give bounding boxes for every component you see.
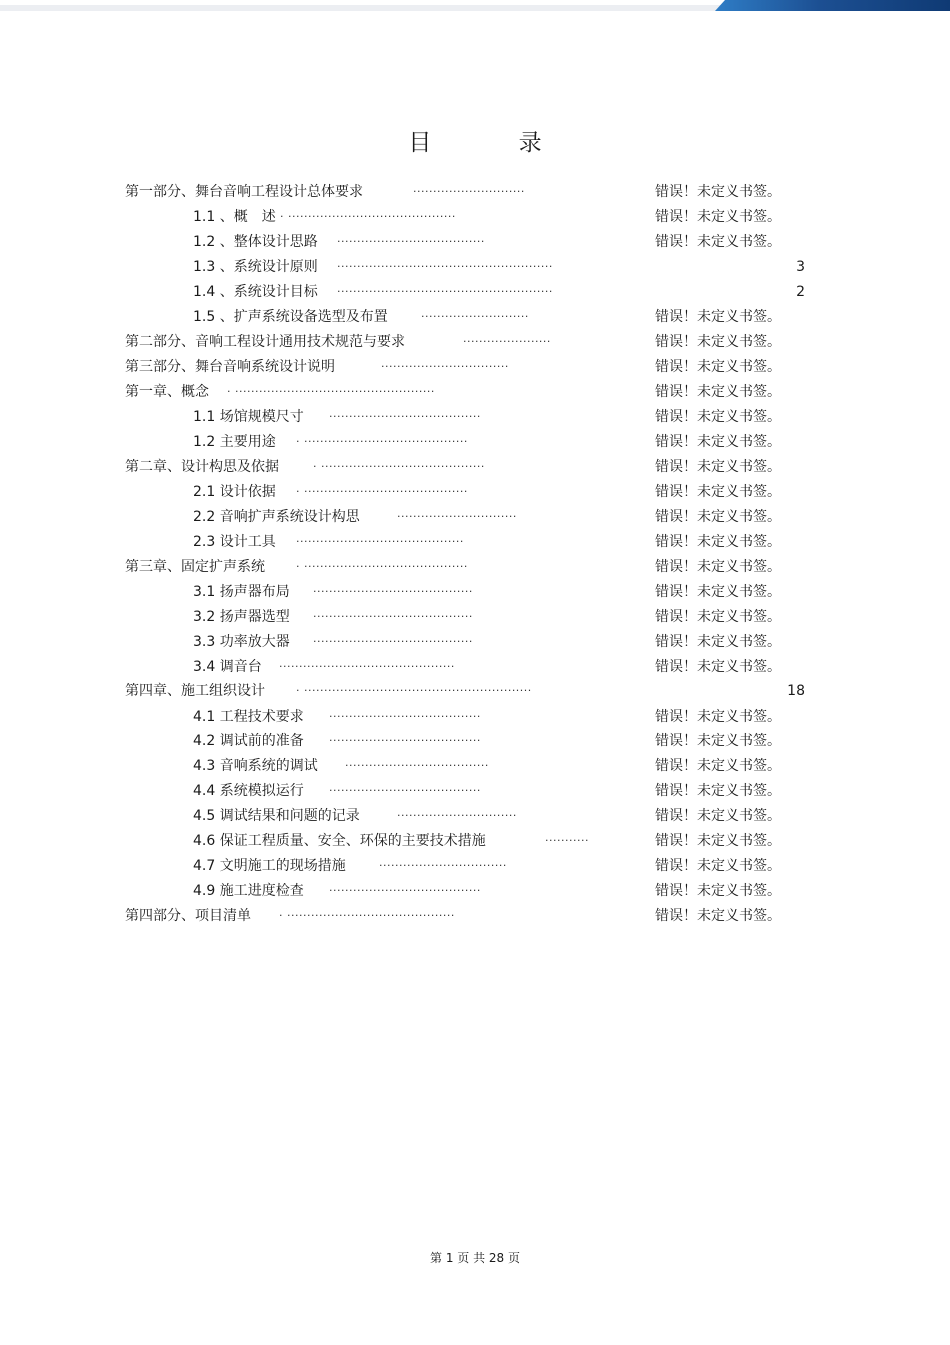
toc-entry-label: 4.7 文明施工的现场措施 <box>193 858 346 874</box>
toc-entry[interactable] <box>0 830 950 852</box>
toc-entry[interactable] <box>0 730 950 752</box>
toc-entry-label: 2.1 设计依据 <box>193 484 276 500</box>
toc-entry-leader-dots: . ......................................... <box>296 482 468 495</box>
toc-entry-leader-dots: ........... <box>545 831 589 844</box>
toc-entry-leader-dots: ...................................................... <box>337 282 553 295</box>
toc-entry-page: 错误！未定义书签。 <box>655 559 781 575</box>
toc-entry[interactable] <box>0 805 950 827</box>
toc-entry-leader-dots: ...................................... <box>329 731 481 744</box>
toc-entry-label: 第一部分、舞台音响工程设计总体要求 <box>125 184 363 200</box>
toc-entry[interactable] <box>0 905 950 927</box>
page-footer: 第 1 页 共 28 页 <box>430 1251 520 1265</box>
toc-entry-label: 3.4 调音台 <box>193 659 262 675</box>
toc-entry-leader-dots: . .................................................. <box>227 382 435 395</box>
toc-entry[interactable] <box>0 181 950 203</box>
toc-entry-page: 错误！未定义书签。 <box>655 908 781 924</box>
toc-entry[interactable] <box>0 206 950 228</box>
toc-entry-page: 错误！未定义书签。 <box>655 733 781 749</box>
toc-entry[interactable] <box>0 755 950 777</box>
toc-entry-page: 错误！未定义书签。 <box>655 534 781 550</box>
toc-entry-leader-dots: ...................................... <box>329 407 481 420</box>
toc-entry[interactable] <box>0 356 950 378</box>
toc-entry[interactable] <box>0 306 950 328</box>
toc-entry-label: 1.2 、整体设计思路 <box>193 234 318 250</box>
header-accent-bar <box>715 0 950 11</box>
toc-entry-leader-dots: .............................. <box>397 507 517 520</box>
toc-entry-page: 错误！未定义书签。 <box>655 609 781 625</box>
toc-entry[interactable] <box>0 506 950 528</box>
toc-entry-page: 错误！未定义书签。 <box>655 634 781 650</box>
toc-entry-leader-dots: ........................................ <box>313 582 473 595</box>
toc-entry-label: 第四章、施工组织设计 <box>125 683 265 699</box>
toc-entry-label: 3.2 扬声器选型 <box>193 609 290 625</box>
toc-entry-label: 4.9 施工进度检查 <box>193 883 304 899</box>
toc-entry-page: 错误！未定义书签。 <box>655 484 781 500</box>
toc-entry-label: 第三章、固定扩声系统 <box>125 559 265 575</box>
toc-entry[interactable] <box>0 606 950 628</box>
toc-entry-page: 2 <box>796 284 805 300</box>
toc-entry-page: 错误！未定义书签。 <box>655 808 781 824</box>
toc-entry[interactable] <box>0 880 950 902</box>
toc-entry-leader-dots: ...................................................... <box>337 257 553 270</box>
toc-entry-label: 3.3 功率放大器 <box>193 634 290 650</box>
toc-entry[interactable] <box>0 706 950 728</box>
toc-entry[interactable] <box>0 581 950 603</box>
toc-entry-page: 错误！未定义书签。 <box>655 234 781 250</box>
toc-entry-page: 错误！未定义书签。 <box>655 209 781 225</box>
toc-entry[interactable] <box>0 431 950 453</box>
toc-entry-leader-dots: . .......................................... <box>279 906 455 919</box>
toc-entry-label: 4.3 音响系统的调试 <box>193 758 318 774</box>
toc-entry[interactable] <box>0 281 950 303</box>
toc-entry-label: 1.1 、概 述 <box>193 209 276 225</box>
toc-entry-page: 错误！未定义书签。 <box>655 883 781 899</box>
toc-entry-page: 错误！未定义书签。 <box>655 409 781 425</box>
toc-entry-label: 4.5 调试结果和问题的记录 <box>193 808 360 824</box>
toc-entry-label: 第三部分、舞台音响系统设计说明 <box>125 359 335 375</box>
toc-entry-leader-dots: ...................................... <box>329 707 481 720</box>
toc-entry-leader-dots: ...................................... <box>329 781 481 794</box>
toc-entry-leader-dots: . ......................................... <box>296 432 468 445</box>
toc-entry-leader-dots: ........................................ <box>313 632 473 645</box>
toc-entry-label: 第四部分、项目清单 <box>125 908 251 924</box>
toc-entry-leader-dots: . ......................................................... <box>296 681 532 694</box>
toc-entry-page: 错误！未定义书签。 <box>655 783 781 799</box>
toc-entry-leader-dots: .................................... <box>345 756 489 769</box>
toc-entry[interactable] <box>0 456 950 478</box>
toc-entry[interactable] <box>0 231 950 253</box>
toc-entry[interactable] <box>0 481 950 503</box>
page-title: 目 录 <box>408 130 582 156</box>
toc-entry-leader-dots: ................................ <box>381 357 509 370</box>
toc-entry-page: 错误！未定义书签。 <box>655 833 781 849</box>
toc-entry-leader-dots: ........................... <box>421 307 529 320</box>
toc-entry-leader-dots: . ......................................... <box>313 457 485 470</box>
toc-entry[interactable] <box>0 680 950 702</box>
toc-entry[interactable] <box>0 406 950 428</box>
toc-entry-leader-dots: ..................................... <box>337 232 485 245</box>
toc-entry-page: 错误！未定义书签。 <box>655 309 781 325</box>
toc-entry-label: 2.2 音响扩声系统设计构思 <box>193 509 360 525</box>
toc-entry-label: 第二部分、音响工程设计通用技术规范与要求 <box>125 334 405 350</box>
toc-entry-label: 1.5 、扩声系统设备选型及布置 <box>193 309 388 325</box>
toc-entry-leader-dots: ...................................... <box>329 881 481 894</box>
toc-entry-label: 3.1 扬声器布局 <box>193 584 290 600</box>
toc-entry-leader-dots: .............................. <box>397 806 517 819</box>
toc-entry-leader-dots: ................................ <box>379 856 507 869</box>
toc-entry-leader-dots: . ......................................... <box>296 557 468 570</box>
toc-entry-label: 4.6 保证工程质量、安全、环保的主要技术措施 <box>193 833 486 849</box>
toc-entry-page: 错误！未定义书签。 <box>655 584 781 600</box>
toc-entry-label: 4.1 工程技术要求 <box>193 709 304 725</box>
toc-entry-leader-dots: ........................................ <box>313 607 473 620</box>
toc-entry-label: 2.3 设计工具 <box>193 534 276 550</box>
toc-entry[interactable] <box>0 256 950 278</box>
toc-entry-label: 第一章、概念 <box>125 384 209 400</box>
toc-entry-page: 错误！未定义书签。 <box>655 659 781 675</box>
toc-entry-page: 错误！未定义书签。 <box>655 434 781 450</box>
toc-entry-leader-dots: ...................... <box>463 332 551 345</box>
toc-entry-page: 3 <box>796 259 805 275</box>
toc-entry[interactable] <box>0 780 950 802</box>
toc-entry-label: 第二章、设计构思及依据 <box>125 459 279 475</box>
toc-entry-page: 错误！未定义书签。 <box>655 858 781 874</box>
toc-entry-page: 错误！未定义书签。 <box>655 758 781 774</box>
toc-entry[interactable] <box>0 381 950 403</box>
toc-entry-leader-dots: . .......................................... <box>280 207 456 220</box>
toc-entry-page: 错误！未定义书签。 <box>655 334 781 350</box>
toc-entry-label: 1.1 场馆规模尺寸 <box>193 409 304 425</box>
toc-entry-label: 1.3 、系统设计原则 <box>193 259 318 275</box>
toc-entry-label: 1.2 主要用途 <box>193 434 276 450</box>
toc-entry-leader-dots: ............................ <box>413 182 525 195</box>
toc-entry[interactable] <box>0 556 950 578</box>
toc-entry[interactable] <box>0 631 950 653</box>
toc-entry-page: 错误！未定义书签。 <box>655 384 781 400</box>
toc-entry[interactable] <box>0 855 950 877</box>
toc-entry-page: 错误！未定义书签。 <box>655 509 781 525</box>
toc-entry-page: 错误！未定义书签。 <box>655 359 781 375</box>
toc-entry[interactable] <box>0 656 950 678</box>
toc-entry[interactable] <box>0 531 950 553</box>
toc-entry-page: 错误！未定义书签。 <box>655 459 781 475</box>
toc-entry-page: 18 <box>787 683 805 699</box>
toc-entry-page: 错误！未定义书签。 <box>655 184 781 200</box>
toc-entry-leader-dots: ............................................ <box>279 657 455 670</box>
toc-entry-label: 4.2 调试前的准备 <box>193 733 304 749</box>
toc-entry-label: 4.4 系统模拟运行 <box>193 783 304 799</box>
toc-entry-page: 错误！未定义书签。 <box>655 709 781 725</box>
toc-entry-leader-dots: .......................................... <box>296 532 464 545</box>
toc-entry[interactable] <box>0 331 950 353</box>
toc-entry-label: 1.4 、系统设计目标 <box>193 284 318 300</box>
